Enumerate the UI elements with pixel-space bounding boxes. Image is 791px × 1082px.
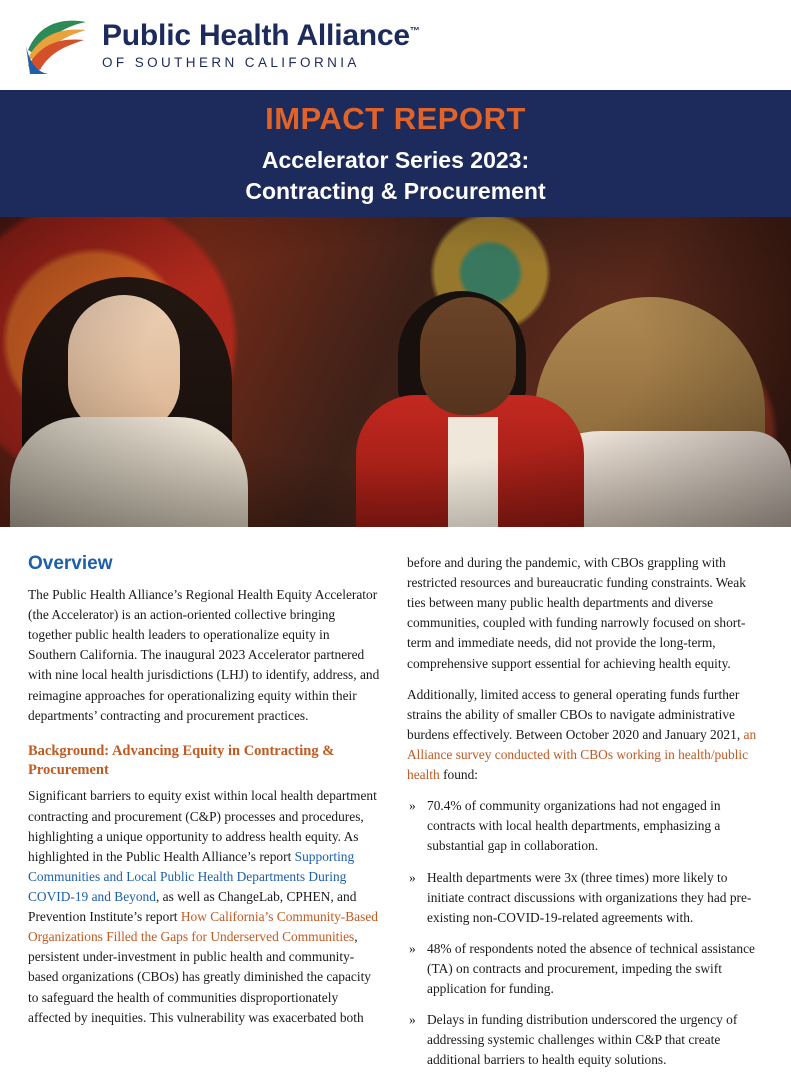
overview-heading: Overview (28, 553, 113, 574)
title-band (0, 90, 791, 217)
report-title-line2: Contracting & Procurement (245, 177, 546, 204)
logo-subtitle: OF SOUTHERN CALIFORNIA (102, 55, 360, 71)
background-paragraph (28, 786, 381, 1027)
background-text-3: , persistent under-investment in public health and community-based organizations (CBOs) has greatly diminished the capacity to safeguard the health of communities disproportionately affected by inequities. This vulnerability was exacerbated both (28, 929, 371, 1025)
background-heading: Background: Advancing Equity in Contracting & Procurement (28, 742, 335, 778)
additionally-text-2: found: (439, 767, 479, 783)
header-logo-band (0, 0, 791, 90)
impact-report-eyebrow: IMPACT REPORT (265, 101, 526, 137)
logo-text (102, 20, 420, 71)
list-item: » 70.4% of community organizations had not engaged in contracts with local health departments, emphasizing a substantial gap in collaboration. (407, 796, 760, 856)
report-link-supporting-communities[interactable]: Supporting Communities and Local Public Health Departments During COVID-19 and Beyond (28, 848, 355, 904)
hero-vignette (0, 217, 791, 527)
logo-title-text: Public Health Alliance (102, 18, 410, 52)
list-item: » Health departments were 3x (three times) more likely to initiate contract discussions with organizations they had pre-existing non-COVID-19-related agreements with. (407, 868, 760, 928)
list-item: » 48% of respondents noted the absence of technical assistance (TA) on contracts and procurement, impeding the swift application for funding. (407, 939, 760, 999)
additionally-paragraph (407, 685, 760, 786)
continuation-paragraph: before and during the pandemic, with CBOs grappling with restricted resources and bureaucratic funding constraints. Weak ties between many public health departments and diverse communities, coupled with funding narrowly focused on short-term and immediate needs, did not provide the long-term, comprehensive support essential for achieving health equity. (407, 555, 746, 671)
background-text-1: Significant barriers to equity exist within local health department contracting and procurement (C&P) processes and procedures, highlighting a unique opportunity to address health equity. As highlighted in the Public Health Alliance’s report (28, 788, 377, 864)
logo-title (102, 20, 420, 52)
left-column (28, 553, 381, 1082)
report-title-line1: Accelerator Series 2023: (261, 147, 530, 174)
report-link-cbo-gaps[interactable]: How California’s Community-Based Organizations Filled the Gaps for Underserved Communities (28, 909, 378, 945)
trademark-symbol: ™ (409, 25, 420, 37)
article-content (0, 527, 791, 1082)
report-title (245, 145, 545, 206)
overview-paragraph: The Public Health Alliance’s Regional Health Equity Accelerator (the Accelerator) is an action-oriented collective bringing together public health leaders to operationalize equity in Southern California. The inaugural 2023 Accelerator partnered with nine local health jurisdictions (LHJ) to identify, address, and reimagine approaches for operationalizing equity within their departments’ contracting and procurement practices. (28, 587, 380, 723)
survey-link[interactable]: an Alliance survey conducted with CBOs working in health/public health (407, 726, 757, 783)
list-item: » Delays in funding distribution underscored the urgency of addressing systemic challenges within C&P that create additional barriers to health equity solutions. (407, 1010, 760, 1070)
swoosh-logo-icon (26, 16, 88, 74)
additionally-text-1: Additionally, limited access to general operating funds further strains the ability of smaller CBOs to navigate administrative burdens effectively. Between October 2020 and January 2021, (407, 686, 744, 742)
background-text-2: , as well as ChangeLab, CPHEN, and Prevention Institute’s report (28, 889, 357, 925)
hero-image (0, 217, 791, 527)
right-column (407, 553, 760, 1082)
findings-list (407, 796, 760, 1070)
